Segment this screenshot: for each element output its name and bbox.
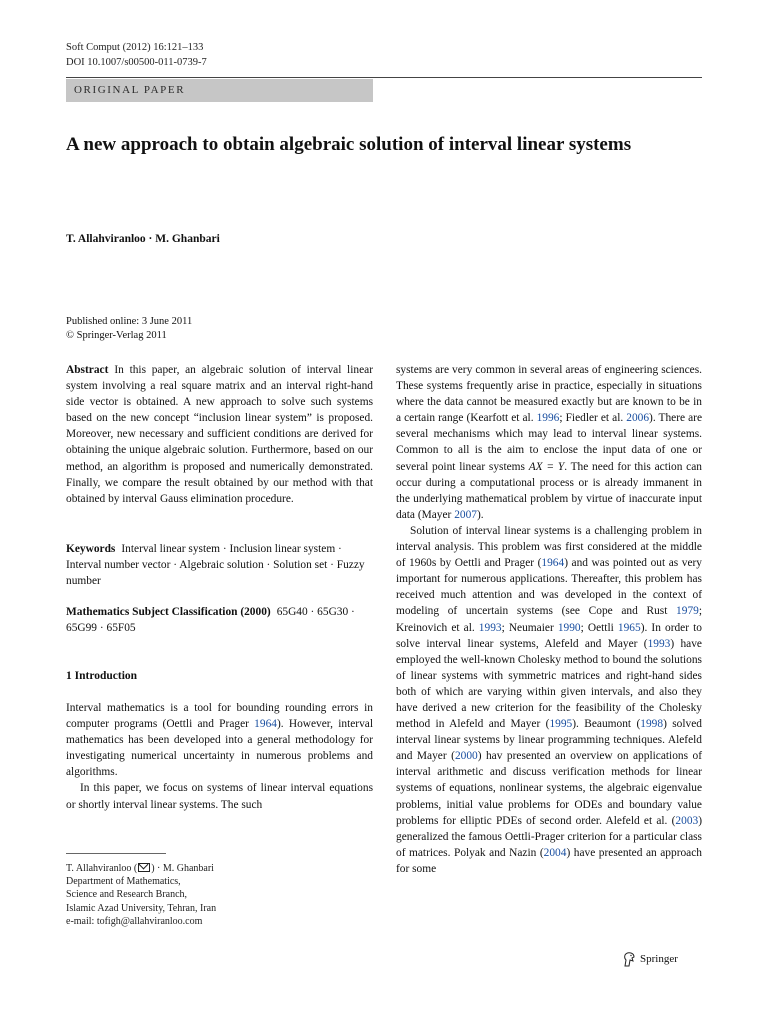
msc-label: Mathematics Subject Classification (2000) — [66, 606, 271, 618]
citation-link[interactable]: 1993 — [647, 637, 671, 650]
citation-link[interactable]: 1996 — [536, 412, 560, 425]
abstract-label: Abstract — [66, 364, 109, 376]
header-rule — [66, 77, 702, 78]
text-run: Solution of interval linear systems is a challenging problem in interval analysis. This problem was first considered at the middle of 1960s by Oettli and Prager ( — [396, 524, 702, 570]
citation-link[interactable]: 1993 — [478, 621, 502, 634]
text-run: ). However, interval mathematics has been developed into a general methodology for investigating numerical uncertainty in numerous problems and algorithms. — [66, 718, 374, 779]
published-date: Published online: 3 June 2011 — [66, 316, 193, 327]
copyright-line: © Springer-Verlag 2011 — [66, 330, 167, 341]
keywords-text: Interval linear system · Inclusion linear system · Interval number vector · Algebraic solution · Solution set · Fuzzy number — [66, 543, 365, 588]
text-run: ) have employed the well-known Cholesky method to bound the solutions of linear systems with symmetric matrices and right-hand sides both of which are varying within given intervals, and also they have derived a new criterion for the feasibility of the Cholesky method in Alefeld and Mayer ( — [396, 637, 702, 731]
citation-link[interactable]: 1964 — [254, 718, 277, 731]
publication-info — [66, 315, 192, 343]
abstract-block — [66, 362, 373, 507]
text-run: T. Allahviranloo ( — [66, 863, 138, 874]
math-expression: AX = Y — [528, 460, 565, 473]
citation-link[interactable]: 2000 — [454, 750, 478, 763]
msc-block — [66, 604, 373, 636]
text-run: ) hav presented an overview on applications of interval arithmetic and discuss verification methods for linear systems of equations, nonlinear systems, the algebraic eigenvalue problems, initial value problems for ODEs and boundary value problems for elliptic PDEs of second order. Alefeld et al. ( — [396, 750, 702, 827]
keywords-label: Keywords — [66, 543, 116, 555]
footnote-rule — [66, 853, 166, 854]
text-run: ) and was pointed out as very important for numerous applications. Thereafter, this problem has received much attention and was developed in the context of modeling of uncertain systems (see Cope and Rust — [396, 557, 702, 618]
citation-link[interactable]: 1995 — [549, 718, 573, 731]
footnote-branch: Science and Research Branch, — [66, 889, 188, 901]
citation-link[interactable]: 1965 — [617, 621, 641, 634]
text-run: ). Beaumont ( — [572, 718, 641, 731]
doi-link[interactable]: DOI 10.1007/s00500-011-0739-7 — [66, 57, 207, 68]
text-run: ) have presented an approach for some — [396, 846, 702, 875]
envelope-icon[interactable] — [138, 863, 150, 872]
msc-text: 65G40 · 65G30 · 65G99 · 65F05 — [66, 606, 355, 635]
publisher-name: Springer — [640, 953, 678, 965]
citation-link[interactable]: 2007 — [454, 508, 477, 521]
text-run: ; Oettli — [580, 621, 618, 634]
footnote-email[interactable]: e-mail: tofigh@allahviranloo.com — [66, 915, 203, 927]
intro-paragraph-1 — [66, 700, 373, 780]
text-run: ). — [476, 508, 484, 521]
text-run: systems are very common in several areas of engineering sciences. These systems frequently arise in practice, especially in situations where the data cannot be measured exactly but are known to be in a certain range (Kearfott et al. — [396, 364, 702, 425]
author-list: T. Allahviranloo · M. Ghanbari — [66, 233, 220, 245]
text-run: . The need for this action can occur during a computational process or is already immanent in the underlying mathematical problem by virtue of inaccurate input data (Mayer — [396, 460, 702, 521]
citation-link[interactable]: 1990 — [557, 621, 581, 634]
citation-link[interactable]: 2004 — [543, 846, 567, 859]
text-run: ; Fiedler et al. — [559, 412, 627, 425]
text-run: ; Kreinovich et al. — [396, 605, 702, 634]
text-run: ) solved interval linear systems by linear programming techniques. Alefeld and Mayer ( — [396, 718, 702, 763]
text-run: ; Neumaier — [501, 621, 558, 634]
right-column-text — [396, 362, 702, 877]
citation-link[interactable]: 1979 — [676, 605, 699, 618]
abstract-text: In this paper, an algebraic solution of interval linear system involving a real square matrix and an interval right-hand side vector is obtained. A new approach to solve such systems based on the new concept “inclusion linear system” is proposed. Moreover, new necessary and sufficient conditions are derived for obtaining the unique algebraic solution. Furthermore, based on our method, an algorithm is proposed and numerically demonstrated. Finally, we compare the result obtained by our method with that obtained by interval Gauss elimination procedure. — [66, 364, 373, 505]
section-label-band: ORIGINAL PAPER — [66, 79, 373, 102]
citation-link[interactable]: 1964 — [541, 557, 565, 570]
footnote-university: Islamic Azad University, Tehran, Iran — [66, 902, 217, 914]
springer-horse-icon — [622, 951, 636, 967]
right-paragraph-1 — [396, 362, 702, 523]
text-run: ). In order to solve interval linear systems, Alefeld and Mayer ( — [396, 621, 702, 650]
footnote-department: Department of Mathematics, — [66, 876, 181, 888]
section-heading-introduction: 1 Introduction — [66, 670, 138, 682]
keywords-block — [66, 541, 373, 589]
citation-link[interactable]: 2003 — [675, 814, 699, 827]
article-title: A new approach to obtain algebraic solution of interval linear systems — [66, 134, 632, 155]
footnote-authors — [66, 862, 373, 875]
citation-link[interactable]: 1998 — [640, 718, 664, 731]
journal-citation: Soft Comput (2012) 16:121–133 — [66, 42, 204, 53]
citation-link[interactable]: 2006 — [626, 412, 650, 425]
text-run: Interval mathematics is a tool for bounding rounding errors in computer programs (Oettli and Prager — [66, 702, 373, 731]
text-run: ) · M. Ghanbari — [151, 863, 214, 874]
intro-paragraph-2: In this paper, we focus on systems of linear interval equations or shortly interval linear systems. The such — [66, 782, 373, 811]
right-paragraph-2 — [396, 523, 702, 877]
author-footnote — [66, 862, 373, 928]
text-run: ). There are several mechanisms which may lead to interval linear systems. Common to all is the aim to enclose the input data of one or several point linear systems — [396, 412, 703, 473]
text-run: ) generalized the famous Oettli-Prager criterion for a particular class of matrices. Polyak and Nazin ( — [396, 814, 702, 859]
publisher-logo — [622, 951, 678, 967]
intro-text — [66, 700, 373, 813]
